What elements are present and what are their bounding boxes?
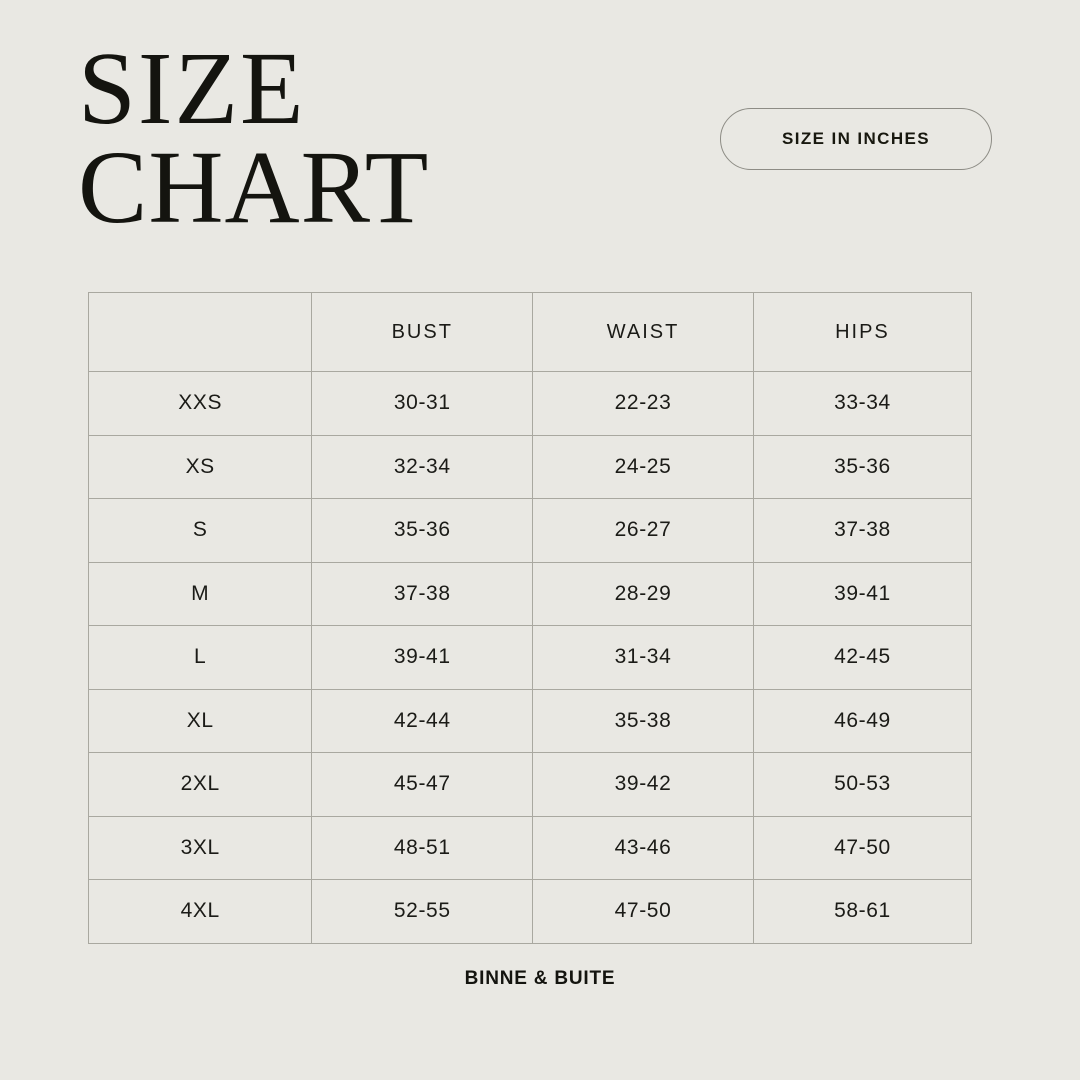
unit-badge-label: SIZE IN INCHES — [781, 129, 931, 148]
cell-bust: 42-44 — [312, 689, 533, 753]
size-table-head — [89, 293, 972, 372]
cell-hips: 50-53 — [753, 753, 971, 817]
table-row — [89, 562, 972, 626]
brand-name: BINNE & BUITE — [464, 968, 616, 989]
cell-waist: 47-50 — [533, 880, 754, 944]
column-header-bust: BUST — [312, 293, 533, 372]
cell-waist: 28-29 — [533, 562, 754, 626]
cell-size: M — [89, 562, 312, 626]
cell-size: S — [89, 499, 312, 563]
table-row — [89, 372, 972, 436]
cell-hips: 35-36 — [753, 435, 971, 499]
cell-hips: 58-61 — [753, 880, 971, 944]
table-row — [89, 626, 972, 690]
size-table — [88, 292, 972, 944]
cell-waist: 35-38 — [533, 689, 754, 753]
cell-size: XL — [89, 689, 312, 753]
table-row — [89, 753, 972, 817]
cell-bust: 39-41 — [312, 626, 533, 690]
cell-hips: 46-49 — [753, 689, 971, 753]
cell-bust: 30-31 — [312, 372, 533, 436]
unit-badge — [720, 108, 992, 170]
cell-waist: 31-34 — [533, 626, 754, 690]
cell-size: XXS — [89, 372, 312, 436]
cell-size: 2XL — [89, 753, 312, 817]
cell-waist: 22-23 — [533, 372, 754, 436]
footer — [0, 968, 1080, 990]
size-table-container — [88, 292, 972, 944]
cell-waist: 24-25 — [533, 435, 754, 499]
cell-bust: 45-47 — [312, 753, 533, 817]
cell-hips: 33-34 — [753, 372, 971, 436]
table-row — [89, 435, 972, 499]
cell-hips: 47-50 — [753, 816, 971, 880]
size-table-body — [89, 372, 972, 944]
cell-size: 3XL — [89, 816, 312, 880]
cell-waist: 43-46 — [533, 816, 754, 880]
cell-size: 4XL — [89, 880, 312, 944]
cell-hips: 37-38 — [753, 499, 971, 563]
header — [78, 31, 992, 245]
cell-waist: 26-27 — [533, 499, 754, 563]
cell-bust: 35-36 — [312, 499, 533, 563]
cell-bust: 32-34 — [312, 435, 533, 499]
cell-size: XS — [89, 435, 312, 499]
cell-hips: 39-41 — [753, 562, 971, 626]
cell-bust: 52-55 — [312, 880, 533, 944]
page-title-line-2: CHART — [78, 129, 430, 245]
column-header-waist: WAIST — [533, 293, 754, 372]
cell-bust: 48-51 — [312, 816, 533, 880]
table-row — [89, 816, 972, 880]
cell-waist: 39-42 — [533, 753, 754, 817]
table-row — [89, 880, 972, 944]
cell-bust: 37-38 — [312, 562, 533, 626]
page-title-line-1: SIZE — [78, 31, 306, 146]
cell-size: L — [89, 626, 312, 690]
table-row — [89, 499, 972, 563]
column-header-size — [89, 293, 312, 372]
table-row — [89, 689, 972, 753]
table-header-row — [89, 293, 972, 372]
column-header-hips: HIPS — [753, 293, 971, 372]
cell-hips: 42-45 — [753, 626, 971, 690]
